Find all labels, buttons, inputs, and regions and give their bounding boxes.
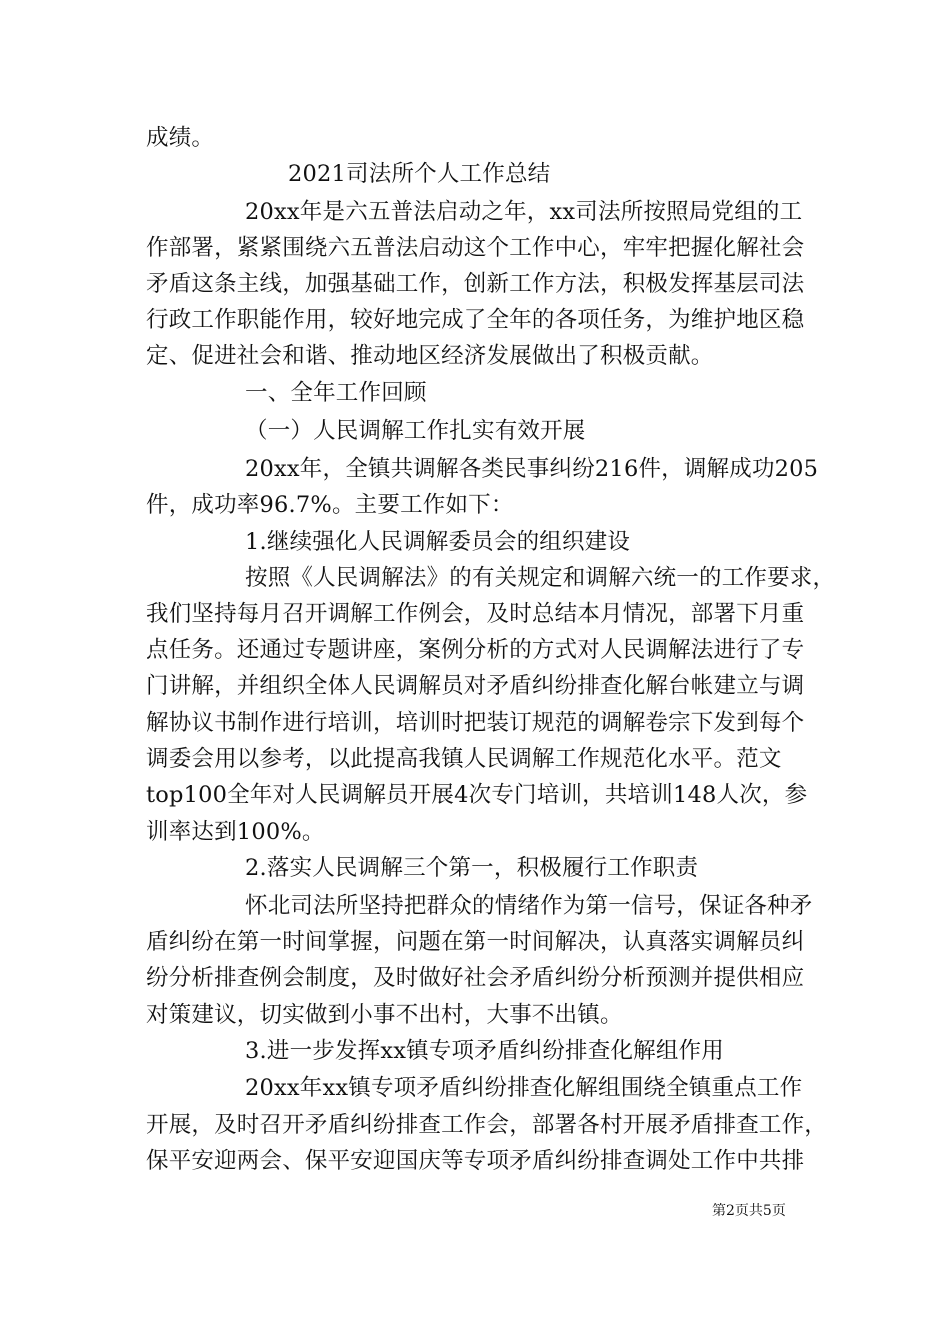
- text-line: 作部署，紧紧围绕六五普法启动这个工作中心，牢牢把握化解社会: [146, 235, 805, 261]
- text-line: 点任务。还通过专题讲座，案例分析的方式对人民调解法进行了专: [146, 637, 805, 663]
- text-line: 怀北司法所坚持把群众的情绪作为第一信号，保证各种矛: [245, 893, 813, 919]
- document-title: 2021司法所个人工作总结: [288, 161, 551, 187]
- text-line: 20xx年xx镇专项矛盾纠纷排查化解组围绕全镇重点工作: [245, 1075, 803, 1101]
- text-line: 矛盾这条主线，加强基础工作，创新工作方法，积极发挥基层司法: [146, 271, 805, 297]
- text-line: 定、促进社会和谐、推动地区经济发展做出了积极贡献。: [146, 343, 714, 369]
- item-heading: 2.落实人民调解三个第一，积极履行工作职责: [245, 855, 699, 881]
- text-line: 我们坚持每月召开调解工作例会，及时总结本月情况，部署下月重: [146, 601, 805, 627]
- text-line: 纷分析排查例会制度，及时做好社会矛盾纠纷分析预测并提供相应: [146, 965, 805, 991]
- text-line: 行政工作职能作用，较好地完成了全年的各项任务，为维护地区稳: [146, 307, 805, 333]
- text-line: 解协议书制作进行培训，培训时把装订规范的调解卷宗下发到每个: [146, 710, 805, 736]
- subsection-heading: （一）人民调解工作扎实有效开展: [245, 418, 586, 444]
- text-line: 成绩。: [146, 125, 215, 151]
- section-heading: 一、全年工作回顾: [245, 380, 427, 406]
- text-line: top100全年对人民调解员开展4次专门培训，共培训148人次，参: [146, 782, 808, 808]
- text-line: 按照《人民调解法》的有关规定和调解六统一的工作要求，: [245, 565, 836, 591]
- text-line: 20xx年是六五普法启动之年，xx司法所按照局党组的工: [245, 199, 803, 225]
- text-line: 开展，及时召开矛盾纠纷排查工作会，部署各村开展矛盾排查工作，: [146, 1112, 828, 1138]
- text-line: 调委会用以参考，以此提高我镇人民调解工作规范化水平。范文: [146, 746, 782, 772]
- text-line: 训率达到100%。: [146, 819, 325, 845]
- text-line: 件，成功率96.7%。主要工作如下：: [146, 492, 514, 518]
- page-number: 第2页共5页: [712, 1203, 786, 1219]
- text-line: 保平安迎两会、保平安迎国庆等专项矛盾纠纷排查调处工作中共排: [146, 1148, 805, 1174]
- text-line: 20xx年，全镇共调解各类民事纠纷216件，调解成功205: [245, 456, 819, 482]
- item-heading: 1.继续强化人民调解委员会的组织建设: [245, 529, 631, 555]
- text-line: 门讲解，并组织全体人民调解员对矛盾纠纷排查化解台帐建立与调: [146, 673, 805, 699]
- item-heading: 3.进一步发挥xx镇专项矛盾纠纷排查化解组作用: [245, 1038, 724, 1064]
- text-line: 盾纠纷在第一时间掌握，问题在第一时间解决，认真落实调解员纠: [146, 929, 805, 955]
- text-line: 对策建议，切实做到小事不出村，大事不出镇。: [146, 1002, 623, 1028]
